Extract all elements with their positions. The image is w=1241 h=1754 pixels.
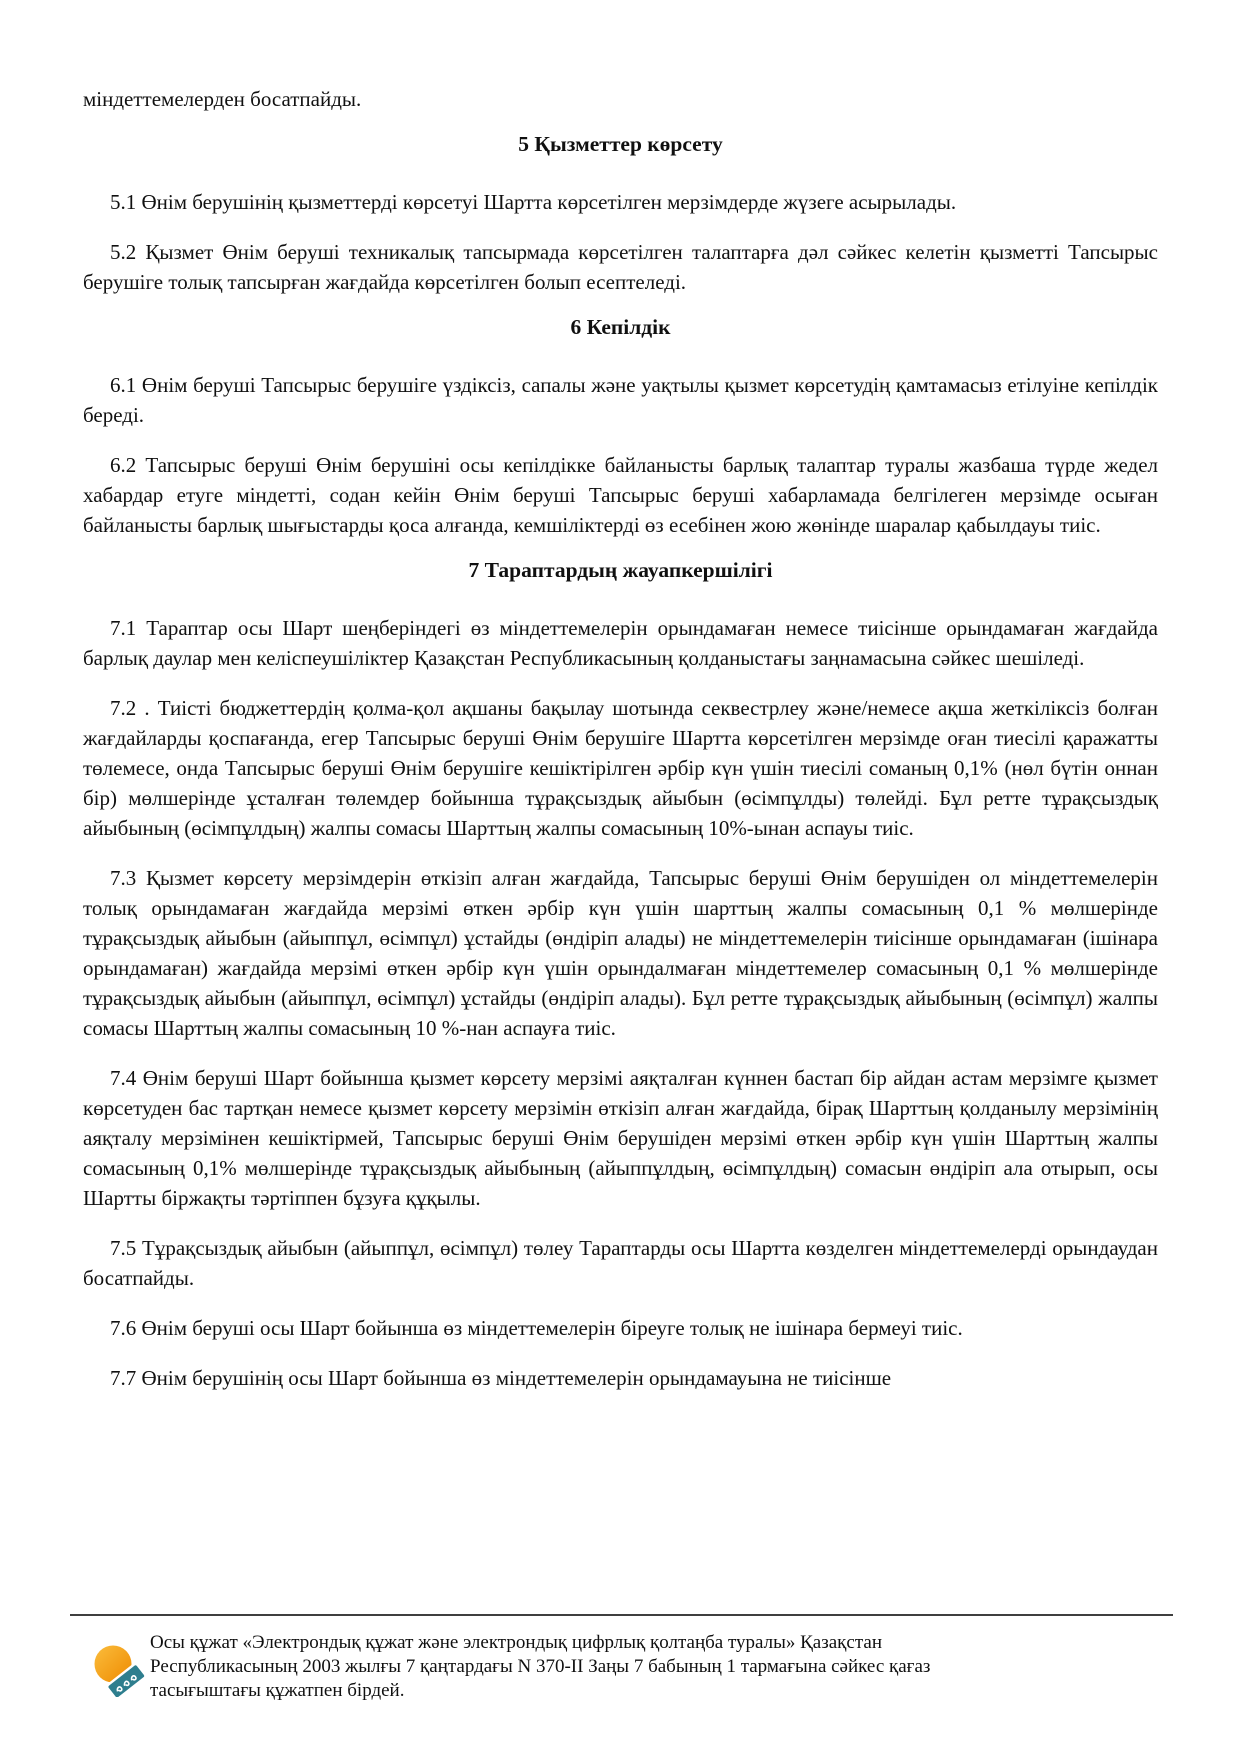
paragraph-5-1: 5.1 Өнім берушінің қызметтерді көрсетуі Шартта көрсетілген мерзімдерде жүзеге асырылады. — [110, 190, 957, 214]
paragraph-7-3: 7.3 Қызмет көрсету мерзімдерін өткізіп алған жағдайда, Тапсырыс беруші Өнім берушіден ол міндеттемелерін толық орындамаған жағдайда мерзімі өткен әрбір күн үшін шарттың жалпы сомасының 0,1 % мөлшерінде тұрақсыздық айыбын (айыппұл, өсімпұл) ұстайды (өндіріп алады) не міндеттемелерін тиісінше орындамаған (ішінара орындамаған) жағдайда мерзімі өткен әрбір күн үшін орындалмаған міндеттемелер сомасының 0,1 % мөлшерінде тұрақсыздық айыбын (айыппұл, өсімпұл) ұстайды (өндіріп алады). Бұл ретте тұрақсыздық айыбының (өсімпұл) жалпы сомасы Шарттың жалпы сомасының 10 %-нан аспауға тиіс. — [83, 866, 1158, 1040]
section-heading-warranty: 6 Кепілдік — [570, 315, 671, 339]
paragraph-7-1: 7.1 Тараптар осы Шарт шеңберіндегі өз міндеттемелерін орындамаған немесе тиісінше орындамаған жағдайда барлық даулар мен келіспеушіліктер Қазақстан Республикасының қолданыстағы заңнамасына сәйкес шешіледі. — [83, 616, 1158, 670]
section-heading-services: 5 Қызметтер көрсету — [518, 132, 723, 156]
paragraph-7-7: 7.7 Өнім берушінің осы Шарт бойынша өз міндеттемелерін орындамауына не тиісінше — [110, 1366, 892, 1390]
footer-divider — [70, 1614, 1173, 1616]
footer-disclaimer-line-2: Республикасының 2003 жылғы 7 қаңтардағы N 370-II Заңы 7 бабының 1 тармағына сәйкес қағаз — [150, 1656, 931, 1677]
continuation-paragraph: міндеттемелерден босатпайды. — [83, 87, 362, 111]
paragraph-6-2: 6.2 Тапсырыс беруші Өнім берушіні осы кепілдікке байланысты барлық талаптар туралы жазбаша түрде жедел хабардар етуге міндетті, содан кейін Өнім беруші Тапсырыс беруші хабарламада белгілеген мерзімде осыған байланысты барлық шығыстарды қоса алғанда, кемшіліктерді өз есебінен жою жөнінде шаралар қабылдауы тиіс. — [83, 453, 1158, 537]
paragraph-6-1: 6.1 Өнім беруші Тапсырыс берушіге үздіксіз, сапалы және уақтылы қызмет көрсетудің қамтамасыз етілуіне кепілдік береді. — [83, 373, 1158, 427]
paragraph-7-6: 7.6 Өнім беруші осы Шарт бойынша өз міндеттемелерін біреуге толық не ішінара бермеуі тиіс. — [110, 1316, 963, 1340]
footer-disclaimer-line-3: тасығыштағы құжатпен бірдей. — [150, 1680, 405, 1701]
document-body — [83, 84, 1158, 1393]
egov-kz-logo-icon — [93, 1645, 147, 1697]
footer-disclaimer-line-1: Осы құжат «Электрондық құжат және электрондық цифрлық қолтаңба туралы» Қазақстан — [150, 1632, 882, 1653]
paragraph-7-4: 7.4 Өнім беруші Шарт бойынша қызмет көрсету мерзімі аяқталған күннен бастап бір айдан астам мерзімге қызмет көрсетуден бас тартқан немесе қызмет көрсету мерзімін өткізіп алған жағдайда, бірақ Шарттың қолданылу мерзімінің аяқталу мерзімінен кешіктірмей, Тапсырыс беруші Өнім берушіден мерзімі өткен әрбір күн үшін Шарттың жалпы сомасының 0,1% мөлшерінде тұрақсыздық айыбының (айыппұлдың, өсімпұлдың) сомасын өндіріп ала отырып, осы Шартты біржақты тәртіппен бұзуға құқылы. — [83, 1066, 1158, 1210]
footer-disclaimer — [150, 1631, 1055, 1703]
paragraph-7-5: 7.5 Тұрақсыздық айыбын (айыппұл, өсімпұл) төлеу Тараптарды осы Шартта көзделген міндеттемелерді орындаудан босатпайды. — [83, 1236, 1158, 1290]
paragraph-5-2: 5.2 Қызмет Өнім беруші техникалық тапсырмада көрсетілген талаптарға дәл сәйкес келетін қызметті Тапсырыс берушіге толық тапсырған жағдайда көрсетілген болып есептеледі. — [83, 240, 1158, 294]
section-heading-liability: 7 Тараптардың жауапкершілігі — [468, 558, 773, 582]
paragraph-7-2: 7.2 . Тиісті бюджеттердің қолма-қол ақшаны бақылау шотында секвестрлеу және/немесе ақша жеткіліксіз болған жағдайларды қоспағанда, егер Тапсырыс беруші Өнім берушіге Шартта көрсетілген мерзімде оған тиесілі қаражатты төлемесе, онда Тапсырыс беруші Өнім берушіге кешіктірілген әрбір күн үшін тиесілі соманың 0,1% (нөл бүтін оннан бір) мөлшерінде ұсталған төлемдер бойынша тұрақсыздық айыбын (өсімпұлды) төлейді. Бұл ретте тұрақсыздық айыбының (өсімпұлдың) жалпы сомасы Шарттың жалпы сомасының 10%-ынан аспауы тиіс. — [83, 696, 1158, 840]
